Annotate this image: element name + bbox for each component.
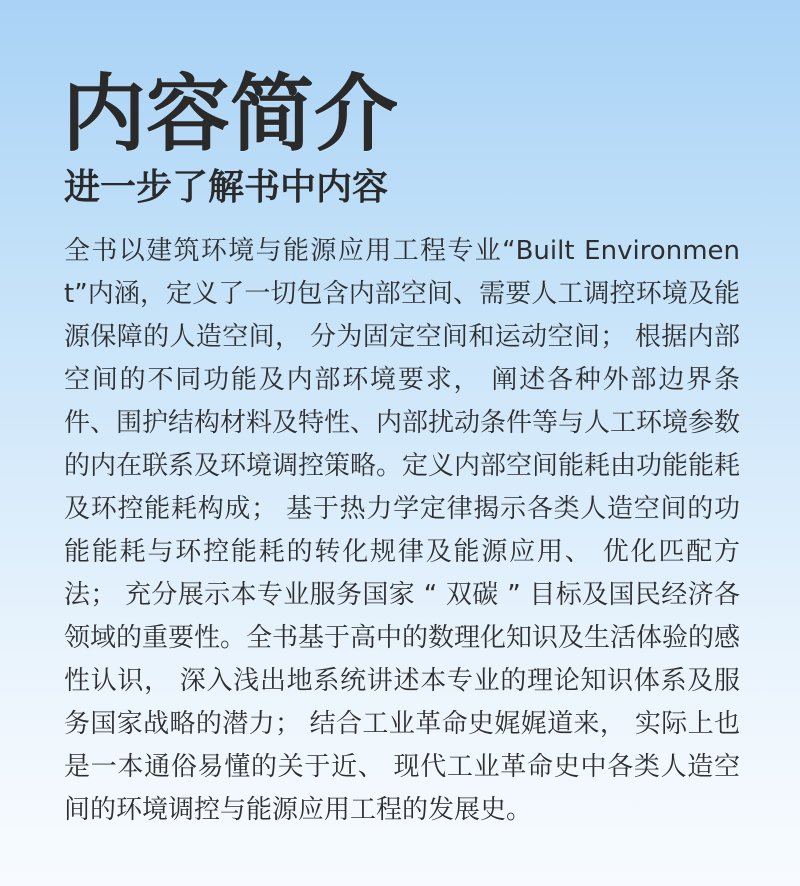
page-title: 内容简介 [62, 65, 399, 163]
book-description: 全书以建筑环境与能源应用工程专业“Built Environment”内涵，定义了一切包含内部空间、需要人工调控环境及能源保障的人造空间， 分为固定空间和运动空间； 根据内部空间的不同功能及内部环境要求， 阐述各种外部边界条件、围护结构材料及特性、内部扰动条件等与人工环境参数的内在联系及环境调控策略。定义内部空间能耗由功能能耗及环控能耗构成； 基于热力学定律揭示各类人造空间的功能能耗与环控能耗的转化规律及能源应用、 优化匹配方法； 充分展示本专业服务国家 “ 双碳 ” 目标及国民经济各领域的重要性。全书基于高中的数理化知识及生活体验的感性认识， 深入浅出地系统讲述本专业的理论知识体系及服务国家战略的潜力； 结合工业革命史娓娓道来， 实际上也是一本通俗易懂的关于近、 现代工业革命史中各类人造空间的环境调控与能源应用工程的发展史。 [64, 236, 741, 825]
page-subtitle: 进一步了解书中内容 [64, 167, 389, 208]
